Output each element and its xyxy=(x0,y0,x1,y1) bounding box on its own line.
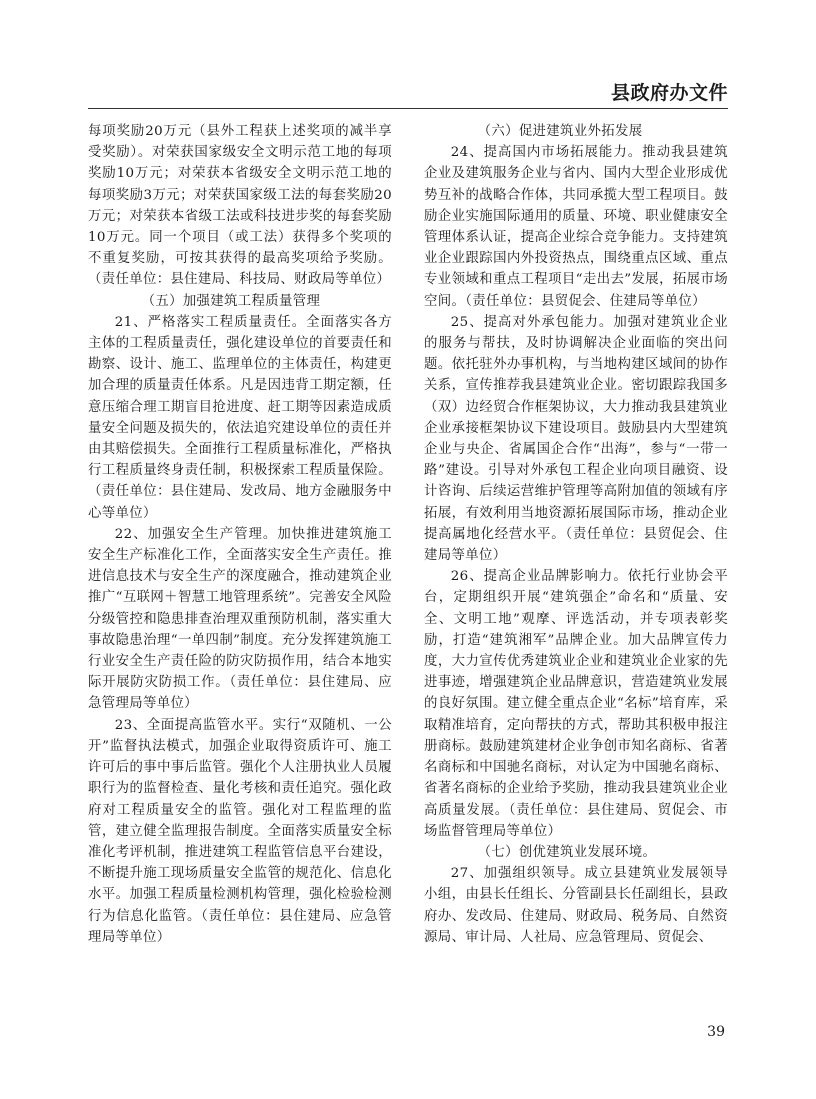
paragraph: 26、提高企业品牌影响力。依托行业协会平台，定期组织开展“建筑强企”命名和“质量、安全、文明工地”观摩、评选活动，并专项表彰奖励，打造“建筑湘军”品牌企业。加大品牌宣传力度，大力宣传优秀建筑业企业和建筑业企业家的先进事迹，增强建筑企业品牌意识，营造建筑业发展的良好氛围。建立健全重点企业“名标”培育库，采取精准培育，定向帮扶的方式，帮助其积极申报注册商标。鼓励建筑建材企业争创市知名商标、省著名商标和中国驰名商标，对认定为中国驰名商标、省著名商标的企业给予奖励，推动我县建筑业企业高质量发展。（责任单位：县住建局、贸促会、市场监督管理局等单位） xyxy=(424,569,728,839)
paragraph: 27、加强组织领导。成立县建筑业发展领导小组，由县长任组长、分管副县长任副组长，县政府办、发改局、住建局、财政局、税务局、自然资源局、审计局、人社局、应急管理局、贸促会、 xyxy=(424,866,728,945)
header-title: 县政府办文件 xyxy=(610,82,728,104)
section-heading: （五）加强建筑工程质量管理 xyxy=(141,293,321,309)
section-heading: （六）促进建筑业外拓发展 xyxy=(477,124,643,139)
paragraph: 21、严格落实工程质量责任。全面落实各方主体的工程质量责任，强化建设单位的首要责任和勘察、设计、施工、监理单位的主体责任，构建更加合理的质量责任体系。凡是因违背工期定额，任意压缩合理工期盲目抢进度、赶工期等因素造成质量安全问题及损失的，依法追究建设单位的责任并由其赔偿损失。全面推行工程质量标准化，严格执行工程质量终身责任制，积极探索工程质量保险。（责任单位：县住建局、发改局、地方金融服务中心等单位） xyxy=(88,314,392,521)
section-heading: （七）创优建筑业发展环境。 xyxy=(477,844,657,860)
paragraph: 25、提高对外承包能力。加强对建筑业企业的服务与帮扶，及时协调解决企业面临的突出问题。依托驻外办事机构，与当地构建区域间的协作关系，宣传推荐我县建筑业企业。密切跟踪我国多（双）边经贸合作框架协议，大力推动我县建筑业企业承接框架协议下建设项目。鼓励县内大型建筑企业与央企、省属国企合作“出海”，参与“一带一路”建设。引导对外承包工程企业向项目融资、设计咨询、后续运营维护管理等高附加值的领域有序拓展，有效利用当地资源拓展国际市场，推动企业提高属地化经营水平。（责任单位：县贸促会、住建局等单位） xyxy=(424,314,728,564)
paragraph: 24、提高国内市场拓展能力。推动我县建筑企业及建筑服务企业与省内、国内大型企业形成优势互补的战略合作体，共同承揽大型工程项目。鼓励企业实施国际通用的质量、环境、职业健康安全管理体系认证，提高企业综合竞争能力。支持建筑业企业跟踪国内外投资热点，围绕重点区域、重点专业领域和重点工程项目“走出去”发展，拓展市场空间。（责任单位：县贸促会、住建局等单位） xyxy=(424,145,728,309)
right-column xyxy=(424,121,728,948)
paragraph: 22、加强安全生产管理。加快推进建筑施工安全生产标准化工作，全面落实安全生产责任。推进信息技术与安全生产的深度融合，推动建筑企业推广“互联网＋智慧工地管理系统”。完善安全风险分级管控和隐患排查治理双重预防机制，落实重大事故隐患治理“一单四制”制度。充分发挥建筑施工行业安全生产责任险的防灾防损作用，结合本地实际开展防灾防损工作。（责任单位：县住建局、应急管理局等单位） xyxy=(88,526,392,712)
header-rule xyxy=(88,108,728,109)
paragraph: 每项奖励20万元（县外工程获上述奖项的减半享受奖励）。对荣获国家级安全文明示范工地的每项奖励10万元；对荣获本省级安全文明示范工地的每项奖励3万元；对荣获国家级工法的每套奖励20万元；对荣获本省级工法或科技进步奖的每套奖励10万元。同一个项目（或工法）获得多个奖项的不重复奖励，可按其获得的最高奖项给予奖励。（责任单位：县住建局、科技局、财政局等单位） xyxy=(88,124,392,288)
paragraph: 23、全面提高监管水平。实行“双随机、一公开”监督执法模式，加强企业取得资质许可、施工许可后的事中事后监管。强化个人注册执业人员履职行为的监督检查、量化考核和责任追究。强化政府对工程质量安全的监管。强化对工程监理的监管，建立健全监理报告制度。全面落实质量安全标准化考评机制，推进建筑工程监管信息平台建设，不断提升施工现场质量安全监管的规范化、信息化水平。加强工程质量检测机构管理，强化检验检测行为信息化监管。（责任单位：县住建局、应急管理局等单位） xyxy=(88,717,392,945)
page-number: 39 xyxy=(707,1024,725,1040)
left-column xyxy=(88,121,392,948)
